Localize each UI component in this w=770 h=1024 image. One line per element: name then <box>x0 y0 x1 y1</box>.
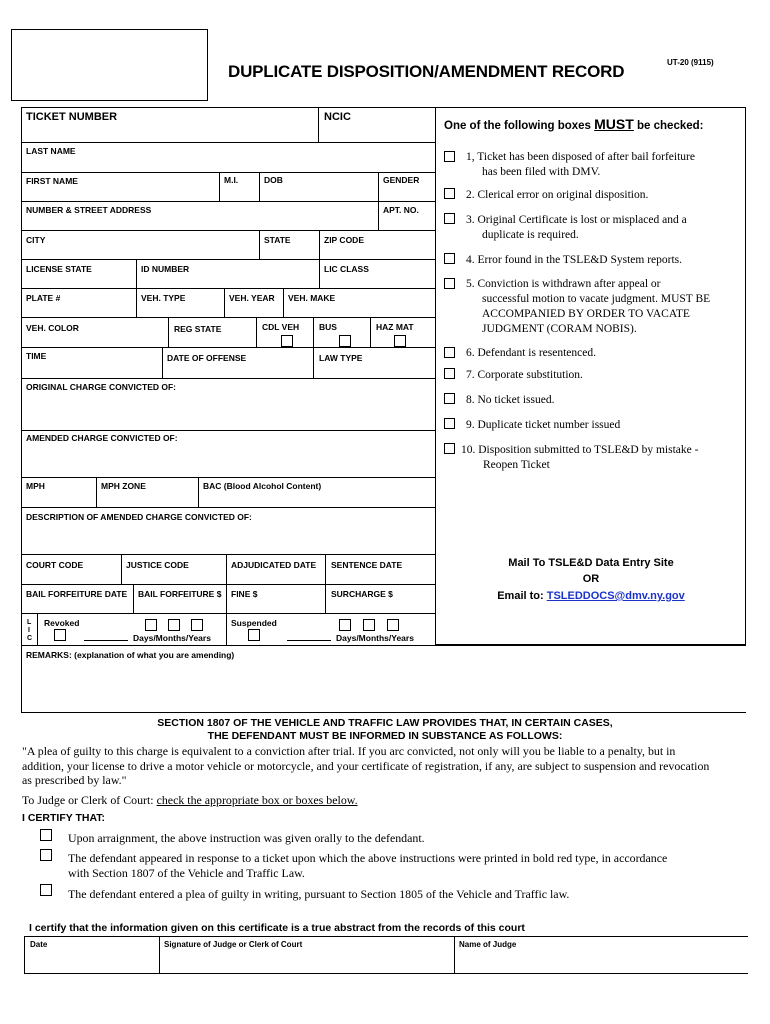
revoked-checkbox[interactable] <box>54 629 66 641</box>
stamp-box <box>11 29 208 101</box>
judge-instruction-pre: To Judge or Clerk of Court: <box>22 793 157 807</box>
reason-10-checkbox[interactable] <box>444 443 455 454</box>
reason-2-checkbox[interactable] <box>444 188 455 199</box>
id-number-label: ID NUMBER <box>141 264 190 274</box>
bail-forfeiture-date-label: BAIL FORFEITURE DATE <box>26 589 128 599</box>
certify-2-line1: The defendant appeared in response to a ticket upon which the above instructions were printed in bold red type, in accordance <box>68 851 668 865</box>
gender-label: GENDER <box>383 175 420 185</box>
ticket-number-label: TICKET NUMBER <box>26 111 118 123</box>
haz-mat-checkbox[interactable] <box>394 335 406 347</box>
apt-label: APT. NO. <box>383 205 419 215</box>
reason-1-line1: 1, Ticket has been disposed of after bail forfeiture <box>466 151 695 163</box>
form-number: UT-20 (9115) <box>667 58 714 67</box>
remarks-label: REMARKS: (explanation of what you are amending) <box>26 650 235 660</box>
reason-1-checkbox[interactable] <box>444 151 455 162</box>
reason-5-line1: 5. Conviction is withdrawn after appeal or <box>466 278 661 290</box>
mail-to-text: Mail To TSLE&D Data Entry Site <box>508 557 674 569</box>
reason-5-line3: ACCOMPANIED BY ORDER TO VACATE <box>482 308 690 320</box>
reason-6-checkbox[interactable] <box>444 347 455 358</box>
reason-4-checkbox[interactable] <box>444 253 455 264</box>
email-link[interactable]: TSLEDDOCS@dmv.ny.gov <box>546 590 685 602</box>
lic-letter-i: I <box>28 627 30 634</box>
fine-label: FINE $ <box>231 589 258 599</box>
section-paragraph-line1: "A plea of guilty to this charge is equivalent to a conviction after trial. If you arc convicted, not only will you be liable to a penalty, but in <box>22 744 676 758</box>
judge-instruction <box>22 793 358 808</box>
suspended-months-checkbox[interactable] <box>363 619 375 631</box>
lic-letter-l: L <box>27 619 32 626</box>
reason-3-checkbox[interactable] <box>444 213 455 224</box>
reason-5-line2: successful motion to vacate judgment. MUST BE <box>482 293 711 305</box>
cdl-veh-label: CDL VEH <box>262 322 300 332</box>
reason-10-line1: 10. Disposition submitted to TSLE&D by mistake - <box>461 444 699 456</box>
date-offense-label: DATE OF OFFENSE <box>167 353 247 363</box>
description-label: DESCRIPTION OF AMENDED CHARGE CONVICTED OF: <box>26 512 252 522</box>
ncic-label: NCIC <box>324 111 351 123</box>
reason-5-checkbox[interactable] <box>444 278 455 289</box>
certify-3-text: The defendant entered a plea of guilty in writing, pursuant to Section 1805 of the Vehicle and Traffic law. <box>68 887 570 901</box>
revoked-label: Revoked <box>44 618 80 628</box>
checklist-heading-pre: One of the following boxes <box>444 120 595 132</box>
last-name-label: LAST NAME <box>26 146 76 156</box>
reason-9-checkbox[interactable] <box>444 418 455 429</box>
court-code-label: COURT CODE <box>26 560 84 570</box>
justice-code-label: JUSTICE CODE <box>126 560 189 570</box>
reason-10-text <box>461 443 698 473</box>
reason-8-checkbox[interactable] <box>444 393 455 404</box>
checklist-heading-must: MUST <box>594 116 634 132</box>
sentence-date-label: SENTENCE DATE <box>331 560 403 570</box>
certify-2-text <box>68 851 667 881</box>
reason-3-text <box>466 213 687 243</box>
time-label: TIME <box>26 351 47 361</box>
dob-label: DOB <box>264 175 283 185</box>
amended-charge-label: AMENDED CHARGE CONVICTED OF: <box>26 433 178 443</box>
reason-6-text: 6. Defendant is resentenced. <box>466 347 596 359</box>
suspended-days-checkbox[interactable] <box>339 619 351 631</box>
email-label: Email to: <box>497 590 547 602</box>
street-label: NUMBER & STREET ADDRESS <box>26 205 152 215</box>
bail-forfeiture-amt-label: BAIL FORFEITURE $ <box>138 589 222 599</box>
section-paragraph-line2: addition, your license to drive a motor vehicle or motorcycle, and your certificate of registration, if any, are subject to suspension and revocation <box>22 758 710 773</box>
certify-heading: I CERTIFY THAT: <box>22 812 106 824</box>
revoked-period-label: Days/Months/Years <box>133 633 211 643</box>
signature-field-label: Signature of Judge or Clerk of Court <box>164 940 303 949</box>
reason-10-line2: Reopen Ticket <box>483 459 550 471</box>
zip-label: ZIP CODE <box>324 235 364 245</box>
reason-3-line2: duplicate is required. <box>482 229 579 241</box>
certification-statement: I certify that the information given on this certificate is a true abstract from the records of this court <box>29 922 525 934</box>
mph-zone-label: MPH ZONE <box>101 481 146 491</box>
email-line <box>436 590 746 602</box>
first-name-label: FIRST NAME <box>26 176 78 186</box>
suspended-period-label: Days/Months/Years <box>336 633 414 643</box>
veh-make-label: VEH. MAKE <box>288 293 336 303</box>
lic-class-label: LIC CLASS <box>324 264 369 274</box>
haz-mat-label: HAZ MAT <box>376 322 414 332</box>
form-title: DUPLICATE DISPOSITION/AMENDMENT RECORD <box>228 62 625 81</box>
certify-1-checkbox[interactable] <box>40 829 52 841</box>
revoked-months-checkbox[interactable] <box>168 619 180 631</box>
date-field-label: Date <box>30 940 48 949</box>
law-type-label: LAW TYPE <box>319 353 363 363</box>
license-state-label: LICENSE STATE <box>26 264 92 274</box>
plate-label: PLATE # <box>26 293 61 303</box>
section-paragraph-line3: as prescribed by law." <box>22 773 127 787</box>
state-label: STATE <box>264 235 291 245</box>
reg-state-label: REG STATE <box>174 324 222 334</box>
bus-label: BUS <box>319 322 337 332</box>
city-label: CITY <box>26 235 46 245</box>
suspended-checkbox[interactable] <box>248 629 260 641</box>
reason-7-text: 7. Corporate substitution. <box>466 369 583 381</box>
certify-1-text: Upon arraignment, the above instruction was given orally to the defendant. <box>68 831 425 845</box>
mph-label: MPH <box>26 481 45 491</box>
certify-3-checkbox[interactable] <box>40 884 52 896</box>
reason-1-line2: has been filed with DMV. <box>482 166 601 178</box>
mi-label: M.I. <box>224 175 239 185</box>
reason-9-text: 9. Duplicate ticket number issued <box>466 419 621 431</box>
suspended-label: Suspended <box>231 618 277 628</box>
reason-2-text: 2. Clerical error on original disposition. <box>466 189 649 201</box>
reason-8-text: 8. No ticket issued. <box>466 394 555 406</box>
section-heading-1: SECTION 1807 OF THE VEHICLE AND TRAFFIC LAW PROVIDES THAT, IN CERTAIN CASES, <box>157 717 613 729</box>
reason-3-line1: 3. Original Certificate is lost or misplaced and a <box>466 214 687 226</box>
checklist-heading <box>444 116 703 132</box>
reason-1-text <box>466 150 695 180</box>
suspended-years-checkbox[interactable] <box>387 619 399 631</box>
checklist-heading-post: be checked: <box>633 120 704 132</box>
surcharge-label: SURCHARGE $ <box>331 589 393 599</box>
bac-label: BAC (Blood Alcohol Content) <box>203 481 322 491</box>
reason-5-line4: JUDGMENT (CORAM NOBIS). <box>482 323 637 335</box>
cdl-veh-checkbox[interactable] <box>281 335 293 347</box>
veh-year-label: VEH. YEAR <box>229 293 275 303</box>
judge-instruction-underlined: check the appropriate box or boxes below. <box>156 793 358 807</box>
certify-2-checkbox[interactable] <box>40 849 52 861</box>
section-paragraph <box>22 744 752 788</box>
original-charge-label: ORIGINAL CHARGE CONVICTED OF: <box>26 382 177 392</box>
reason-4-text: 4. Error found in the TSLE&D System reports. <box>466 254 683 266</box>
revoked-period-line[interactable] <box>84 640 128 641</box>
reason-5-text <box>466 277 710 337</box>
judge-name-field-label: Name of Judge <box>459 940 517 949</box>
mail-or-text: OR <box>582 573 600 585</box>
adjudicated-date-label: ADJUDICATED DATE <box>231 560 317 570</box>
section-heading-2: THE DEFENDANT MUST BE INFORMED IN SUBSTANCE AS FOLLOWS: <box>207 730 563 742</box>
suspended-period-line[interactable] <box>287 640 331 641</box>
bus-checkbox[interactable] <box>339 335 351 347</box>
signature-table <box>24 936 748 974</box>
revoked-days-checkbox[interactable] <box>145 619 157 631</box>
lic-letter-c: C <box>27 635 33 642</box>
veh-type-label: VEH. TYPE <box>141 293 186 303</box>
revoked-years-checkbox[interactable] <box>191 619 203 631</box>
veh-color-label: VEH. COLOR <box>26 323 79 333</box>
reason-7-checkbox[interactable] <box>444 368 455 379</box>
certify-2-line2: with Section 1807 of the Vehicle and Traffic Law. <box>68 866 305 880</box>
